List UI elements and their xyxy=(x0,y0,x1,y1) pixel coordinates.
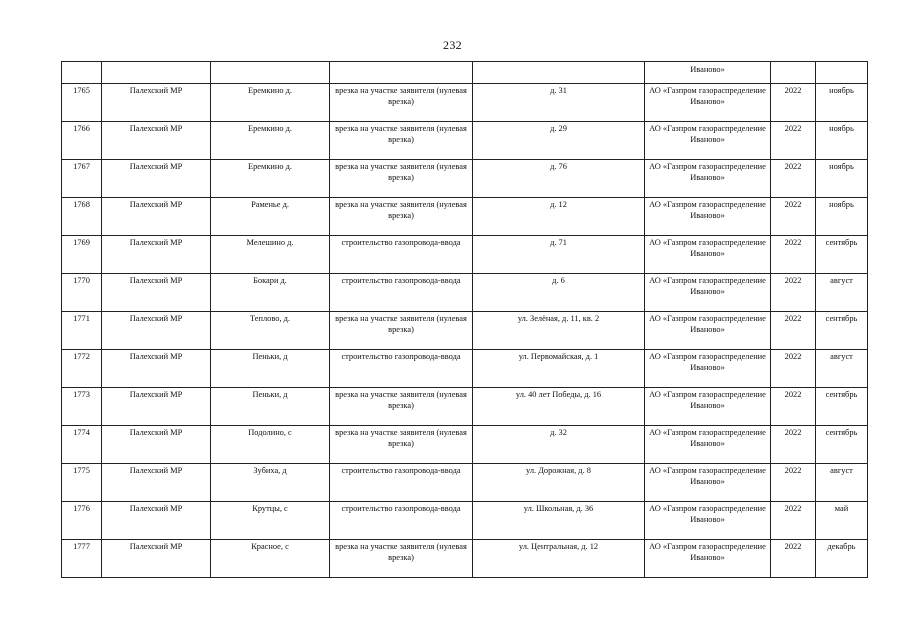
cell-settlement xyxy=(211,62,330,84)
cell-work-type: строительство газопровода-ввода xyxy=(330,350,473,388)
table-body xyxy=(62,62,868,578)
table-row xyxy=(62,274,868,312)
cell-month: ноябрь xyxy=(816,122,868,160)
cell-district: Палехский МР xyxy=(102,84,211,122)
continuation-row xyxy=(62,62,868,84)
cell-settlement: Пеньки, д xyxy=(211,350,330,388)
cell-settlement: Крутцы, с xyxy=(211,502,330,540)
cell-month: ноябрь xyxy=(816,84,868,122)
cell-year: 2022 xyxy=(771,388,816,426)
cell-operator: АО «Газпром газораспределение Иваново» xyxy=(645,502,771,540)
cell-num: 1769 xyxy=(62,236,102,274)
cell-settlement: Красное, с xyxy=(211,540,330,578)
cell-address: ул. Первомайская, д. 1 xyxy=(473,350,645,388)
cell-settlement: Зубиха, д xyxy=(211,464,330,502)
cell-work-type: врезка на участке заявителя (нулевая врезка) xyxy=(330,426,473,464)
cell-month: сентябрь xyxy=(816,426,868,464)
cell-month: сентябрь xyxy=(816,388,868,426)
table-row xyxy=(62,502,868,540)
cell-num: 1772 xyxy=(62,350,102,388)
table-row xyxy=(62,198,868,236)
cell-operator: АО «Газпром газораспределение Иваново» xyxy=(645,122,771,160)
cell-num: 1770 xyxy=(62,274,102,312)
cell-operator: АО «Газпром газораспределение Иваново» xyxy=(645,236,771,274)
cell-work-type: врезка на участке заявителя (нулевая врезка) xyxy=(330,122,473,160)
cell-month: август xyxy=(816,464,868,502)
cell-settlement: Подолино, с xyxy=(211,426,330,464)
cell-year: 2022 xyxy=(771,540,816,578)
cell-num: 1771 xyxy=(62,312,102,350)
cell-district: Палехский МР xyxy=(102,160,211,198)
cell-month: август xyxy=(816,274,868,312)
table-row xyxy=(62,122,868,160)
cell-num: 1765 xyxy=(62,84,102,122)
cell-work-type xyxy=(330,62,473,84)
cell-year xyxy=(771,62,816,84)
cell-district: Палехский МР xyxy=(102,350,211,388)
table-row xyxy=(62,84,868,122)
cell-num: 1774 xyxy=(62,426,102,464)
cell-month xyxy=(816,62,868,84)
cell-address: ул. Зелёная, д. 11, кв. 2 xyxy=(473,312,645,350)
cell-settlement: Бокари д. xyxy=(211,274,330,312)
cell-settlement: Пеньки, д xyxy=(211,388,330,426)
cell-work-type: врезка на участке заявителя (нулевая врезка) xyxy=(330,540,473,578)
cell-month: ноябрь xyxy=(816,160,868,198)
cell-operator: АО «Газпром газораспределение Иваново» xyxy=(645,350,771,388)
cell-work-type: строительство газопровода-ввода xyxy=(330,274,473,312)
table-row xyxy=(62,540,868,578)
cell-year: 2022 xyxy=(771,122,816,160)
cell-num: 1773 xyxy=(62,388,102,426)
cell-num xyxy=(62,62,102,84)
cell-year: 2022 xyxy=(771,464,816,502)
cell-year: 2022 xyxy=(771,426,816,464)
cell-operator: АО «Газпром газораспределение Иваново» xyxy=(645,198,771,236)
cell-operator: АО «Газпром газораспределение Иваново» xyxy=(645,540,771,578)
cell-year: 2022 xyxy=(771,502,816,540)
cell-num: 1775 xyxy=(62,464,102,502)
cell-month: сентябрь xyxy=(816,312,868,350)
cell-operator: АО «Газпром газораспределение Иваново» xyxy=(645,464,771,502)
cell-month: ноябрь xyxy=(816,198,868,236)
cell-address: д. 31 xyxy=(473,84,645,122)
cell-address: д. 12 xyxy=(473,198,645,236)
cell-district: Палехский МР xyxy=(102,426,211,464)
table-row xyxy=(62,426,868,464)
cell-month: май xyxy=(816,502,868,540)
cell-work-type: врезка на участке заявителя (нулевая врезка) xyxy=(330,160,473,198)
cell-settlement: Еремкино д. xyxy=(211,122,330,160)
cell-district: Палехский МР xyxy=(102,464,211,502)
cell-settlement: Еремкино д. xyxy=(211,84,330,122)
cell-operator: АО «Газпром газораспределение Иваново» xyxy=(645,274,771,312)
cell-district: Палехский МР xyxy=(102,502,211,540)
cell-operator: АО «Газпром газораспределение Иваново» xyxy=(645,312,771,350)
cell-operator: АО «Газпром газораспределение Иваново» xyxy=(645,84,771,122)
cell-work-type: строительство газопровода-ввода xyxy=(330,502,473,540)
cell-district: Палехский МР xyxy=(102,388,211,426)
cell-work-type: строительство газопровода-ввода xyxy=(330,464,473,502)
cell-work-type: строительство газопровода-ввода xyxy=(330,236,473,274)
cell-district: Палехский МР xyxy=(102,274,211,312)
cell-address: д. 71 xyxy=(473,236,645,274)
cell-district: Палехский МР xyxy=(102,198,211,236)
cell-year: 2022 xyxy=(771,236,816,274)
cell-settlement: Еремкино д. xyxy=(211,160,330,198)
cell-settlement: Раменье д. xyxy=(211,198,330,236)
table-row xyxy=(62,464,868,502)
cell-num: 1766 xyxy=(62,122,102,160)
cell-address: д. 32 xyxy=(473,426,645,464)
table-row xyxy=(62,236,868,274)
cell-work-type: врезка на участке заявителя (нулевая врезка) xyxy=(330,198,473,236)
cell-settlement: Мелешино д. xyxy=(211,236,330,274)
cell-month: август xyxy=(816,350,868,388)
cell-address: ул. 40 лет Победы, д. 16 xyxy=(473,388,645,426)
table-row xyxy=(62,350,868,388)
cell-work-type: врезка на участке заявителя (нулевая врезка) xyxy=(330,84,473,122)
cell-address: д. 6 xyxy=(473,274,645,312)
cell-year: 2022 xyxy=(771,198,816,236)
cell-operator: АО «Газпром газораспределение Иваново» xyxy=(645,426,771,464)
cell-settlement: Теплово, д. xyxy=(211,312,330,350)
cell-district: Палехский МР xyxy=(102,312,211,350)
cell-district: Палехский МР xyxy=(102,122,211,160)
table-row xyxy=(62,388,868,426)
cell-operator: Иваново» xyxy=(645,62,771,84)
cell-operator: АО «Газпром газораспределение Иваново» xyxy=(645,160,771,198)
cell-address: ул. Центральная, д. 12 xyxy=(473,540,645,578)
cell-district xyxy=(102,62,211,84)
cell-operator: АО «Газпром газораспределение Иваново» xyxy=(645,388,771,426)
cell-num: 1768 xyxy=(62,198,102,236)
cell-num: 1776 xyxy=(62,502,102,540)
cell-year: 2022 xyxy=(771,312,816,350)
cell-work-type: врезка на участке заявителя (нулевая врезка) xyxy=(330,388,473,426)
cell-year: 2022 xyxy=(771,160,816,198)
cell-num: 1777 xyxy=(62,540,102,578)
cell-year: 2022 xyxy=(771,350,816,388)
cell-num: 1767 xyxy=(62,160,102,198)
gasification-schedule-table xyxy=(61,61,868,578)
cell-district: Палехский МР xyxy=(102,236,211,274)
cell-year: 2022 xyxy=(771,84,816,122)
cell-work-type: врезка на участке заявителя (нулевая врезка) xyxy=(330,312,473,350)
cell-district: Палехский МР xyxy=(102,540,211,578)
cell-address: ул. Дорожная, д. 8 xyxy=(473,464,645,502)
page-number: 232 xyxy=(443,38,462,52)
cell-address: ул. Школьная, д. 36 xyxy=(473,502,645,540)
cell-address xyxy=(473,62,645,84)
cell-month: сентябрь xyxy=(816,236,868,274)
table-row xyxy=(62,160,868,198)
table-row xyxy=(62,312,868,350)
cell-year: 2022 xyxy=(771,274,816,312)
cell-address: д. 29 xyxy=(473,122,645,160)
cell-month: декабрь xyxy=(816,540,868,578)
cell-address: д. 76 xyxy=(473,160,645,198)
